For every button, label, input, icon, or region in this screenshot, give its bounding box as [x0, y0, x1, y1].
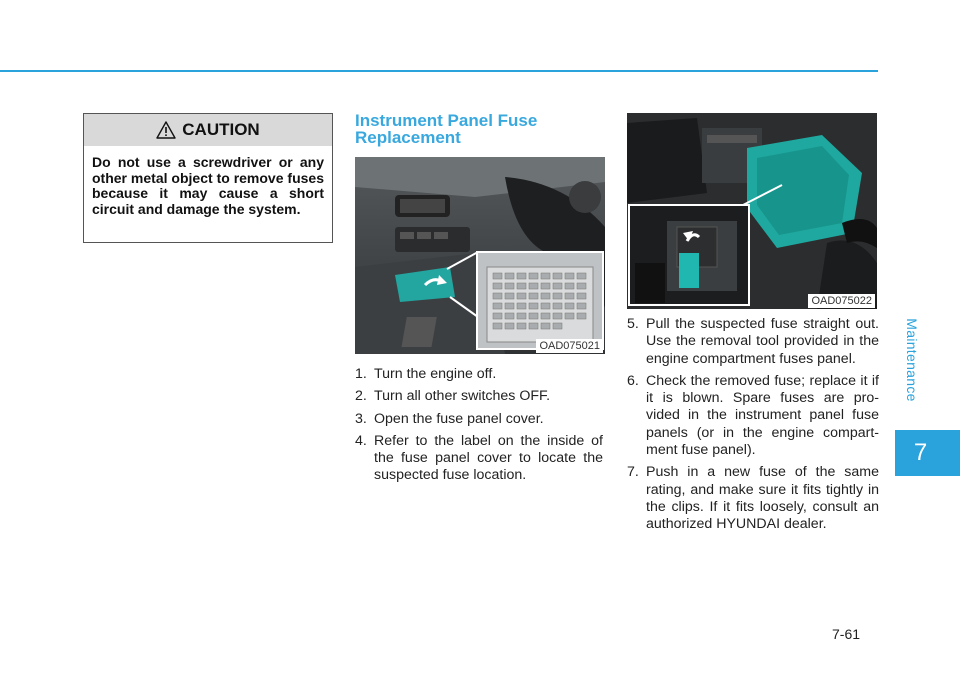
step-number: 1.	[355, 366, 367, 382]
header-rule	[0, 70, 878, 72]
chapter-side-label-text: Maintenance	[904, 318, 920, 402]
list-item	[627, 464, 879, 533]
list-item	[355, 366, 603, 383]
step-number: 3.	[355, 410, 367, 427]
step-number: 7.	[627, 464, 639, 481]
page-number: 7-61	[832, 626, 861, 642]
section-title-line1: Instrument Panel Fuse	[355, 111, 538, 130]
chapter-tab	[895, 430, 960, 476]
step-text: Open the fuse panel cover.	[374, 410, 544, 427]
engine-compartment-fuse-photo	[627, 113, 877, 309]
caution-title: CAUTION	[182, 120, 260, 139]
steps-list-left	[355, 366, 603, 490]
chapter-number: 7	[913, 439, 928, 466]
warning-triangle-icon	[156, 121, 176, 139]
steps-list-right	[627, 316, 879, 539]
caution-text: Do not use a screwdriver or any other metal object to remove fuses because it may cause a short circuit and damage the system.	[92, 154, 324, 217]
right-image-code: OAD075022	[808, 294, 875, 308]
left-image-code: OAD075021	[536, 339, 603, 353]
instrument-panel-fuse-photo	[355, 157, 605, 354]
section-title-line2: Replacement	[355, 128, 461, 147]
step-text: Pull the suspected fuse straight out. Use the removal tool provided in the engine compartment fuses panel.	[646, 316, 879, 367]
list-item	[627, 316, 879, 368]
caution-header	[84, 114, 332, 146]
list-item	[355, 433, 603, 485]
chapter-side-label	[898, 300, 926, 420]
step-text: Check the removed fuse; replace it if it is blown. Spare fuses are pro-vided in the instrument panel fuse panels (or in the engine compart-ment fuse panel).	[646, 372, 879, 459]
step-number: 5.	[627, 316, 639, 332]
list-item	[355, 388, 603, 405]
step-text: Push in a new fuse of the same rating, and make sure it fits tightly in the clips. If it fits loosely, consult an authorized HYUNDAI dealer.	[646, 464, 879, 533]
list-item	[355, 411, 603, 428]
instrument-panel-illustration	[355, 157, 605, 354]
step-text: Turn the engine off.	[374, 366, 497, 382]
step-number: 4.	[355, 432, 367, 449]
step-text: Turn all other switches OFF.	[374, 388, 551, 405]
step-number: 2.	[355, 388, 367, 405]
step-number: 6.	[627, 372, 639, 389]
engine-compartment-illustration	[627, 113, 877, 309]
list-item	[627, 373, 879, 459]
caution-box	[83, 113, 333, 243]
section-title	[355, 112, 595, 146]
step-text: Refer to the label on the inside of the fuse panel cover to locate the suspected fuse location.	[374, 432, 603, 484]
